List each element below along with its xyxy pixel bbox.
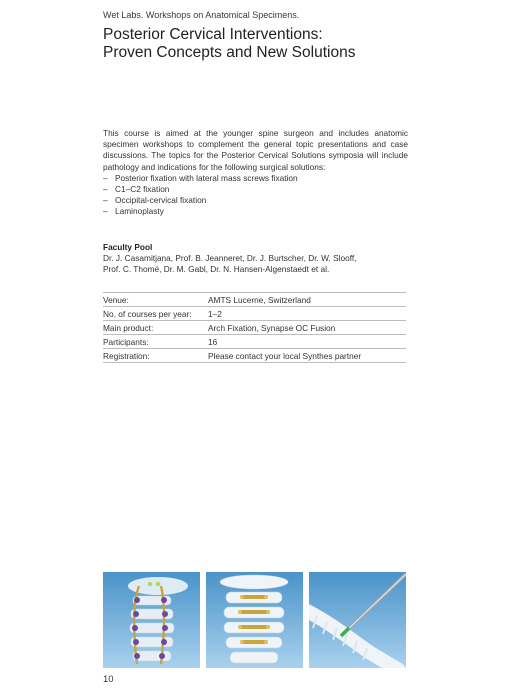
info-label: Registration:	[103, 349, 208, 363]
info-value: Please contact your local Synthes partner	[208, 349, 406, 363]
topic-item: – Posterior fixation with lateral mass screws fixation	[103, 173, 408, 184]
faculty-heading: Faculty Pool	[103, 242, 153, 252]
page-title-line-2: Proven Concepts and New Solutions	[103, 44, 356, 61]
table-row	[103, 307, 406, 321]
info-value: 1–2	[208, 307, 406, 321]
info-value: Arch Fixation, Synapse OC Fusion	[208, 321, 406, 335]
page-title	[103, 26, 423, 62]
spine-arch-fixation-image	[103, 572, 200, 668]
faculty-list-line: Dr. J. Casamitjana, Prof. B. Jeanneret, Dr. J. Burtscher, Dr. W. Slooff,	[103, 253, 357, 264]
page-title-line-1: Posterior Cervical Interventions:	[103, 26, 323, 43]
table-row	[103, 321, 406, 335]
topic-item: – Laminoplasty	[103, 206, 408, 217]
table-row	[103, 335, 406, 349]
info-value: AMTS Lucerne, Switzerland	[208, 293, 406, 307]
info-label: Venue:	[103, 293, 208, 307]
spine-lateral-mass-plates-image	[206, 572, 303, 668]
spine-screwdriver-instrument-image	[309, 572, 406, 668]
info-value: 16	[208, 335, 406, 349]
section-kicker: Wet Labs. Workshops on Anatomical Specimens.	[103, 10, 300, 20]
course-info-table	[103, 292, 406, 363]
faculty-section	[103, 242, 408, 276]
info-label: No. of courses per year:	[103, 307, 208, 321]
course-description-paragraph: This course is aimed at the younger spine surgeon and includes anatomic specimen workshops to complement the general topic presentations and case discussions. The topics for the Posterior Cervical Solutions symposia will include pathology and indications for the following surgical solutions:	[103, 128, 408, 172]
page-number: 10	[103, 674, 114, 685]
topic-list	[103, 173, 408, 218]
table-row	[103, 349, 406, 363]
faculty-list-line: Prof. C. Thomé, Dr. M. Gabl, Dr. N. Hansen-Algenstaedt et al.	[103, 264, 330, 275]
course-description	[103, 128, 408, 218]
topic-item: – C1–C2 fixation	[103, 184, 408, 195]
info-label: Participants:	[103, 335, 208, 349]
table-row	[103, 293, 406, 307]
info-label: Main product:	[103, 321, 208, 335]
topic-item: – Occipital-cervical fixation	[103, 195, 408, 206]
